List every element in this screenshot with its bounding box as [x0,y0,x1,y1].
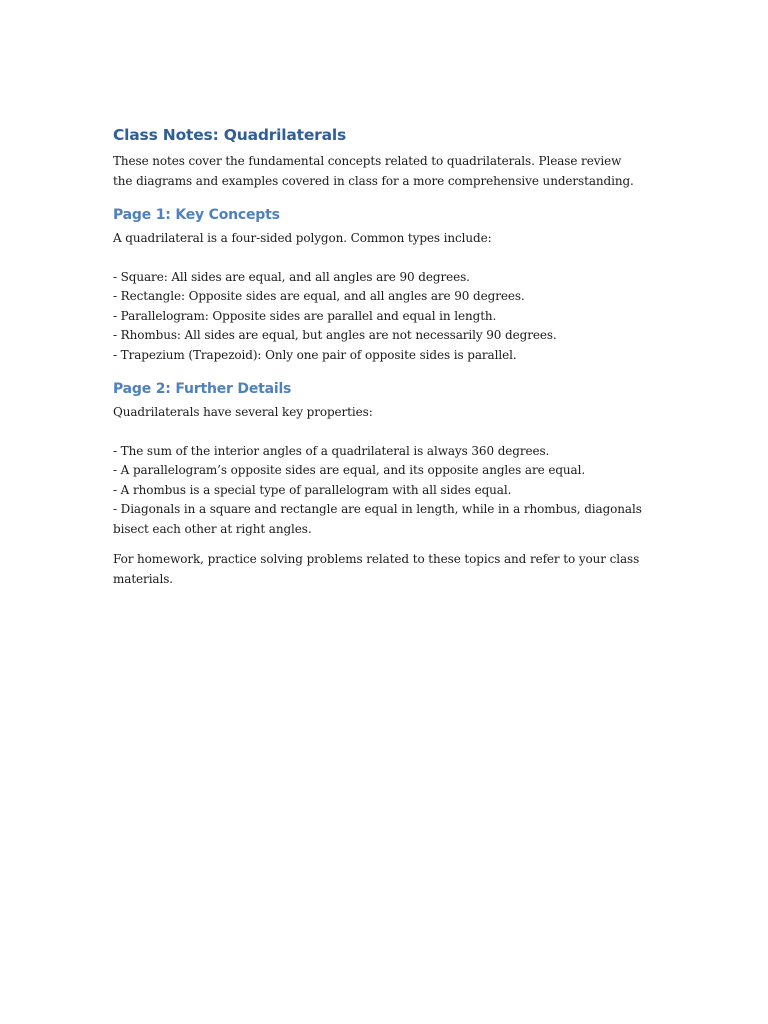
blank-line [113,249,643,268]
list-item: - A parallelogram’s opposite sides are equal, and its opposite angles are equal. [113,463,586,477]
spacer [113,365,643,379]
list-item: - Trapezium (Trapezoid): Only one pair of opposite sides is parallel. [113,347,517,362]
list-item: - A rhombus is a special type of parallelogram with all sides equal. [113,482,512,497]
section1-list [113,268,643,366]
list-item: - Rhombus: All sides are equal, but angles are not necessarily 90 degrees. [113,328,557,342]
document-page [113,124,643,589]
section2-heading: Page 2: Further Details [113,381,292,397]
section1-lead: A quadrilateral is a four-sided polygon. Common types include: [113,231,492,245]
list-item: - Rectangle: Opposite sides are equal, and all angles are 90 degrees. [113,289,525,303]
section2-list [113,442,643,540]
section1-heading: Page 1: Key Concepts [113,207,280,223]
page-title: Class Notes: Quadrilaterals [113,126,347,144]
intro-paragraph: These notes cover the fundamental concepts related to quadrilaterals. Please review the diagrams and examples covered in class for a more comprehensive understanding. [113,154,634,188]
list-item: - Diagonals in a square and rectangle are equal in length, while in a rhombus, diagonals bisect each other at right angles. [113,502,642,536]
list-item: - Parallelogram: Opposite sides are parallel and equal in length. [113,308,497,323]
list-item: - The sum of the interior angles of a quadrilateral is always 360 degrees. [113,443,550,458]
blank-line [113,423,643,442]
section2-lead: Quadrilaterals have several key properties: [113,405,373,419]
spacer [113,539,643,550]
list-item: - Square: All sides are equal, and all angles are 90 degrees. [113,269,470,284]
closing-paragraph: For homework, practice solving problems related to these topics and refer to your class materials. [113,552,640,586]
spacer [113,191,643,205]
